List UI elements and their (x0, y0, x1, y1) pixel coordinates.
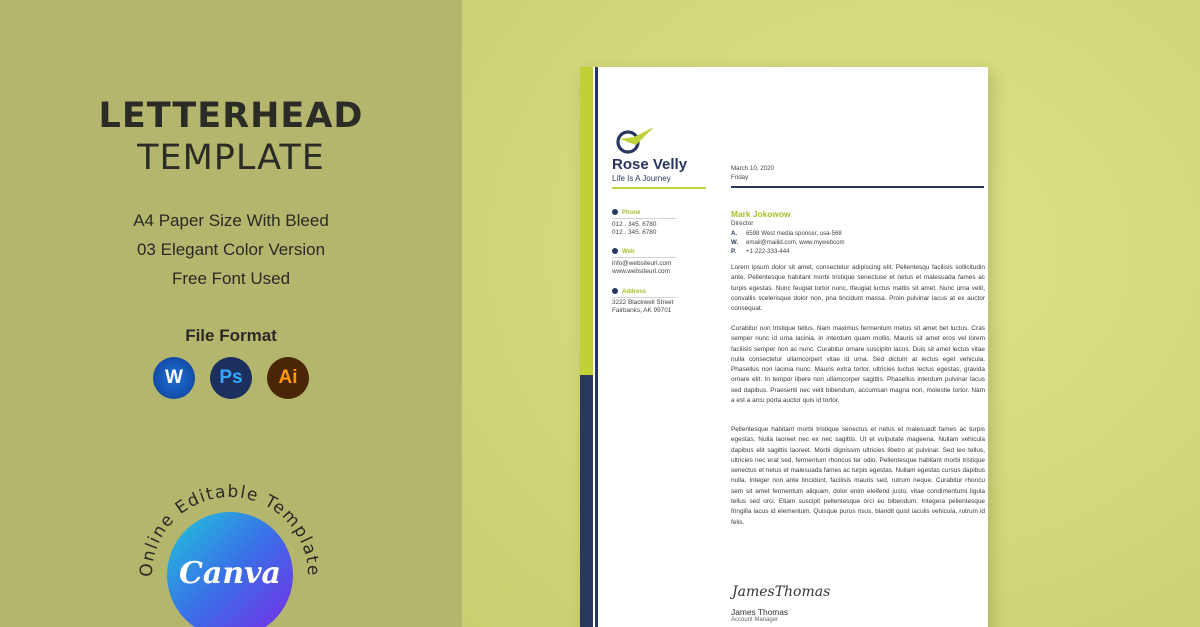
feature-item: A4 Paper Size With Bleed (133, 211, 329, 230)
body-paragraph: Pellentesque habitant morbi tristique senectus et netus et malesuadt fames ac turpis egestas. Nulla laoreet nec ex nec sagittis. Ut et vulputate mageena. Nullam vehicula dapibus elit sagittis laoreet. Morbi dignissim ultricies libetro at pulvinar. Sed leo tellus, ultricies nec erat sed, fermentum rhoncus ter odio. Pellentesque habitant morbi tristique senectus et netus et malesuada fames ac turpis egestas. Nullam egestas cursus dapibus nulla. Integer non ante tincidunt, facilisis mauris sed, rutrum neque. Curabitur rhoncu sem sit amet fermentum aliquam, dolor enim eleifend justo, vitae condimentumi ligula tellus sed orci. Etiam suscipit pellentesque orci eu bibendum. Integera pellentesque fringilla lacus id elementum. Quisque purus risus, blandit quist iaculis vehicula, rutrum id felis. (731, 426, 985, 526)
letter-day: Friday (731, 174, 749, 181)
recipient-web: W. email@mailid.com, www.mywebcom (731, 239, 845, 246)
word-icon-label: W (165, 367, 183, 388)
word-icon (153, 357, 195, 399)
file-format-title: File Format (185, 326, 277, 345)
recipient-address: A. 6598 West media sponcer, usa-568 (731, 230, 842, 237)
illustrator-icon (267, 357, 309, 399)
company-logo-icon (614, 125, 654, 155)
address-line: Fairbanks, AK 99701 (612, 307, 672, 314)
logo-underline (612, 187, 706, 189)
web-line: www.websiteurl.com (612, 268, 670, 275)
header-rule (731, 186, 984, 188)
signer-name: James Thomas (731, 607, 789, 617)
accent-bar-green (580, 67, 593, 375)
web-label: Web (612, 248, 635, 255)
phone-icon (612, 209, 618, 215)
body-paragraph: Curabitur non tristique tellus. Nam maximus fermentum metus sit amet bet luctus. Cras semper nunc id urna lacinia, in interdum quam mollis. Mauris sit amet eros vel lorem facilisis semper non ac nunc. Curabitur ornare suscipitn lacus. Duis sit amet lectus vitae nulla consectetur ullamcorpert vitae id urna. Sed dictum at lectus eget vehicula. Phasellus non lacinia nunc. Mauris extra tortor, ultricies luctus lectus egestas, gravida ornare elit. In tempor libere non ullamcorper sagittis. Phasellus interdum pulvinar lacus sed dapibus. Praesenti nec velit bibendum, accumsan magna non, molestie tortor. Nam a est a arcu porta auctor quis id tortor. (731, 325, 985, 405)
canva-badge (120, 465, 340, 627)
address-line: 3222 Blackwell Street (612, 299, 674, 306)
photoshop-icon (210, 357, 252, 399)
phone-line: 012 . 345. 6780 (612, 229, 657, 236)
company-tagline: Life Is A Journey (612, 174, 671, 183)
signer-role: Account Manager (731, 617, 779, 623)
svg-text:JamesThomas: JamesThomas (732, 584, 830, 600)
recipient-title: Director (731, 220, 754, 227)
company-name: Rose Velly (612, 156, 688, 173)
address-label: Address (612, 288, 646, 295)
feature-item: Free Font Used (171, 269, 291, 288)
promo-title-line2: TEMPLATE (137, 138, 325, 178)
letter-date: March 10, 2020 (731, 165, 774, 172)
contact-divider (612, 218, 676, 219)
web-line: info@websiteurl.com (612, 260, 672, 267)
accent-bar-navy (580, 375, 593, 627)
body-paragraph: Lorem ipsum dolor sit amet, consectetur adipiscing elit. Pellentesqu facilisis sollicitudin ante. Pellentesque habitant morbi tristique senectuse et netus et malesuada fames ac turpis egestas. Nunc feugiat tortor nunc, tfeugiat luctus mattis sit amet. Nunc urna velit, convallis scelerisque dolor non, pna tincidunt massa. Proin pulvinar lacus at ex auctor consequat. (731, 264, 985, 313)
promo-title-line1: LETTERHEAD (98, 96, 364, 136)
canva-logo-icon (120, 465, 340, 627)
contact-divider (612, 297, 676, 298)
recipient-phone: P. +1-222-333-444 (731, 248, 790, 255)
illustrator-icon-label: Ai (278, 367, 298, 388)
accent-rule-navy (595, 67, 598, 627)
photoshop-icon-label: Ps (219, 367, 243, 388)
signature (730, 572, 830, 604)
promo-panel (0, 0, 462, 627)
canva-label: Canva (179, 556, 281, 591)
recipient-name: Mark Jokowow (731, 209, 791, 219)
location-pin-icon (612, 288, 618, 294)
phone-label: Phone (612, 209, 640, 216)
contact-divider (612, 257, 676, 258)
phone-line: 012 . 345. 6780 (612, 221, 657, 228)
canva-arc-text: Online Editable Template (136, 481, 324, 578)
feature-item: 03 Elegant Color Version (136, 240, 326, 259)
globe-icon (612, 248, 618, 254)
letterhead-page (580, 67, 988, 627)
